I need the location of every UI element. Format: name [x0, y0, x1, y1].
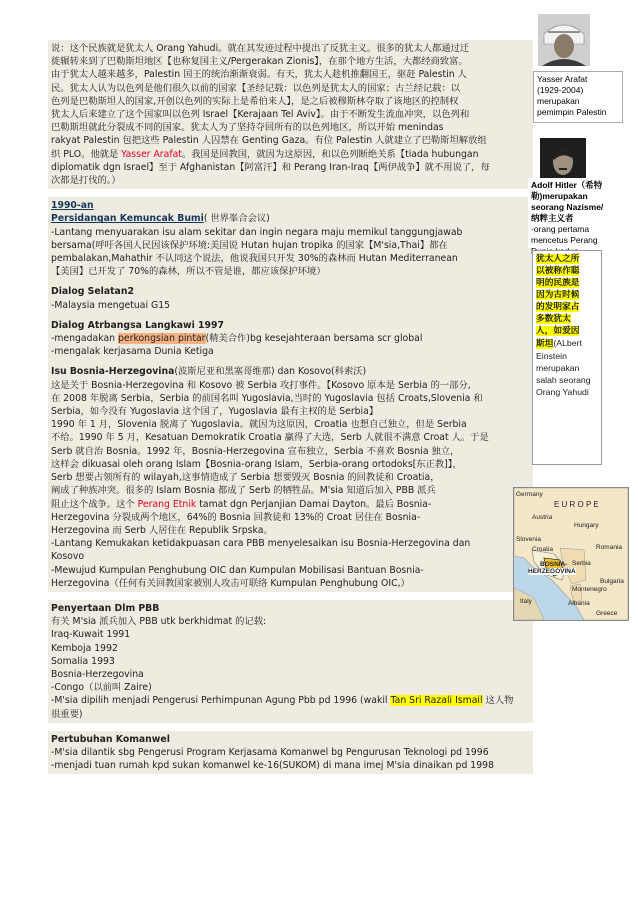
section-pbb-box	[48, 600, 533, 723]
map-label-bulgaria: Bulgaria	[600, 578, 624, 585]
portrait-icon	[538, 14, 590, 66]
intro-line: 色列是巴勒斯坦人的国家,开创以色列的实际上是希伯来人】，是之后被穆斯林夺取了该地区的控制权	[51, 95, 459, 107]
hitler-caption-box: Adolf Hitler（希特 勒)merupakan seorang Nazisme/ 纳粹主义者 -orang pertama mencetus Perang	[528, 178, 628, 248]
intro-box	[48, 40, 533, 189]
bumi-heading: Persidangan Kemuncak Bumi( 世界峯合会议)	[51, 213, 270, 225]
perkongsian-pintar-highlight: perkongsian pintar	[118, 333, 206, 345]
map-label-greece: Greece	[596, 610, 618, 617]
pbb-line: -Congo（以前叫 Zaire)	[51, 682, 152, 694]
bosnia-line: -Lantang Kemukakan ketidakpuasan cara PBB menyelesaikan isu Bosnia-Herzegovina dan	[51, 538, 471, 550]
section-1990s-box	[48, 197, 533, 592]
komanwel-line: -M'sia dilantik sbg Pengerusi Program Kerjasama Komanwel bg Pengurusan Teknologi pd 1996	[51, 746, 489, 758]
arafat-caption-box: Yasser Arafat (1929-2004) merupakan pemimpin Palestin	[533, 71, 623, 123]
bosnia-line: 1990 年 1 月，Slovenia 脱离了 Yugoslavia。就因为这原因，Croatia 也想自己独立，但是 Serbia	[51, 419, 467, 431]
perang-etnik-text: Perang Etnik	[137, 498, 197, 510]
bumi-line: 【美国】已开发了 70%的森林，所以不管是谁，都应该保护环境）	[51, 266, 326, 278]
section-title-1990s: 1990-an	[51, 200, 94, 212]
map-label-europe: E U R O P E	[554, 500, 599, 509]
map-label-croatia: Croatia	[532, 546, 553, 553]
razali-ismail-highlight: Tan Sri Razali Ismail	[390, 695, 483, 707]
langkawi-line: -mengalak kerjasama Dunia Ketiga	[51, 346, 214, 358]
pbb-line: Bosnia-Herzegovina	[51, 668, 144, 680]
pbb-line: Kemboja 1992	[51, 642, 118, 654]
pbb-line: 有关 M'sia 派兵加入 PBB utk berkhidmat 的记载:	[51, 616, 267, 628]
bosnia-heading: Isu Bosnia-Herzegovina(波斯尼亚和黑塞哥维那) dan Kosovo(科索沃)	[51, 366, 367, 378]
bumi-line: pembalakan,Mahathir 不认同这个说法，他说我国只开发 30%的森林而 Hutan Mediterranean	[51, 253, 458, 265]
section-komanwel-box	[48, 731, 533, 775]
bosnia-line: Herzegovina 而 Serb 人居住在 Republik Srpska。	[51, 524, 273, 536]
map-label-romania: Romania	[596, 544, 623, 551]
map-label-bosnia: BOSNIA-	[540, 561, 568, 568]
pbb-line: Somalia 1993	[51, 655, 115, 667]
jewish-callout-box: 犹太人之所 以被称作聪 明的民族是 因为古时候 的发明家占 多数犹太 人，如爱因 斯坦(ALbert Einstein merupakan salah seorang Orang Yahudi	[532, 250, 602, 465]
intro-line: 次都是打伐的。）	[51, 175, 121, 187]
intro-line: 犹太人后来建立了这个国家叫以色列 Israel【Kerajaan Tel Aviv】。由于不断发生流血冲突，以色列和	[51, 109, 470, 121]
bosnia-line: -Mewujud Kumpulan Penghubung OIC dan Kumpulan Mobilisasi Bantuan Bosnia-	[51, 564, 424, 576]
map-label-slovenia: Slovenia	[516, 536, 541, 543]
balkans-map	[513, 487, 629, 621]
pbb-line: Iraq-Kuwait 1991	[51, 629, 131, 641]
map-label-albania: Albania	[568, 600, 590, 607]
komanwel-heading: Pertubuhan Komanwel	[51, 733, 170, 745]
bosnia-line-etnik: 阻止这个战争。这个 Perang Etnik tamat dgn Perjanjian Damai Dayton。最后 Bosnia-	[51, 498, 432, 510]
arafat-photo	[538, 14, 590, 66]
bumi-line: -Lantang menyuarakan isu alam sekitar dan ingin negara maju memikul tanggungjawab	[51, 226, 463, 238]
langkawi-line: -mengadakan perkongsian pintar(精美合作)bg kesejahteraan bersama scr global	[51, 333, 423, 345]
intro-line-arafat: 织 PLO。他就是 Yasser Arafat。我国是回教国，就因为这原因，和以色列断绝关系【tiada hubungan	[51, 148, 479, 160]
map-label-austria: Austria	[532, 514, 553, 521]
intro-line: 由于犹太人越来越多，Palestin 国王的统治渐渐衰弱。有天，犹太人趁机推翻国王，驱赶 Palestin 人	[51, 69, 467, 81]
intro-line: diplomatik dgn Israel】至于 Afghanistan【阿富汗】和 Perang Iran-Iraq【两伊战争】就不用说了，每	[51, 161, 490, 173]
bosnia-line: 在 2008 年脱离 Serbia，Serbia 的前国名叫 Yugoslavia,当时的 Yugoslavia 包括 Croats,Slovenia 和	[51, 392, 483, 404]
map-label-italy: Italy	[520, 598, 532, 605]
selatan-heading: Dialog Selatan2	[51, 286, 134, 298]
map-label-serbia: Serbia	[572, 560, 591, 567]
bosnia-line: 这样会 dikuasai oleh orang Islam【Bosnia-orang Islam，Serbia-orang ortodoks[东正教]】，	[51, 458, 462, 470]
pbb-line-razali: -M'sia dipilih menjadi Pengerusi Perhimpunan Agung Pbb pd 1996 (wakil Tan Sri Razali Ismail 这人物	[51, 695, 514, 707]
bosnia-line: Serb 就自治 Bosnia。1992 年，Bosnia-Herzegovina 宣布独立，Serbia 不喜欢 Bosnia 独立，	[51, 445, 460, 457]
bosnia-line: Serb 想要占领所有的 wilayah,这事情造成了 Serbia 想要毁灭 Bosnia 的回教徒和 Croatia，	[51, 472, 440, 484]
yasser-arafat-text: Yasser Arafat	[121, 148, 182, 160]
intro-line: 巴勒斯坦就此分裂成不同的国家。犹太人为了坚持夺回所有的以色列地区，所以开始 menindas	[51, 122, 444, 134]
document-body	[48, 40, 533, 782]
langkawi-heading: Dialog Atrbangsa Langkawi 1997	[51, 319, 224, 331]
bosnia-line: Herzegovina 分裂成两个地区，64%的 Bosnia 回教徒和 13%的 Croat 居住在 Bosnia-	[51, 511, 421, 523]
pbb-line: 很重要)	[51, 708, 83, 720]
map-label-germany: Germany	[516, 491, 543, 498]
bosnia-line: Herzegovina（任何有关回教国家被别人攻击可联络 Kumpulan Penghubung OIC,）	[51, 577, 410, 589]
intro-line: 徙辗转来到了巴勒斯坦地区【也称复国主义/Pergerakan Zionis】，在那个地方生活，大都经商致富。	[51, 56, 468, 68]
bosnia-line: Serbia，如今没有 Yugoslavia 这个国了，Yugoslavia 最有主权的是 Serbia】	[51, 406, 379, 418]
komanwel-line: -menjadi tuan rumah kpd sukan komanwel ke-16(SUKOM) di mana imej M'sia dinaikan pd 1998	[51, 760, 494, 772]
intro-line: rakyat Palestin 包把这些 Palestin 人囚禁在 Genting Gaza。有位 Palestin 人就建立了巴勒斯坦解放组	[51, 135, 487, 147]
bosnia-line: Kosovo	[51, 551, 85, 563]
intro-line: 民。犹太人认为以色列是他们很久以前的国家【圣经记载：以色列是犹太人的国家；古兰经记载：以	[51, 82, 461, 94]
map-label-montenegro: Montenegro	[572, 586, 607, 593]
bosnia-line: 阐成了种族冲突。很多的 Islam Bosnia 都成了 Serb 的牺牲品。M'sia 知道后加入 PBB 派兵	[51, 485, 436, 497]
pbb-heading: Penyertaan Dlm PBB	[51, 602, 160, 614]
selatan-line: -Malaysia mengetuai G15	[51, 299, 171, 311]
map-label-herzegovina: HERZEGOVINA	[528, 568, 576, 575]
map-label-hungary: Hungary	[574, 522, 599, 529]
bumi-line: bersama(呼吁各国人民因该保护环境:美国说 Hutan hujan tropika 的国家【M'sia,Thai】都在	[51, 239, 448, 251]
bosnia-line: 这是关于 Bosnia-Herzegovina 和 Kosovo 被 Serbia 攻打事件。【Kosovo 原本是 Serbia 的一部分,	[51, 379, 471, 391]
bosnia-line: 不给。1990 年 5 月，Kesatuan Demokratik Croatia 赢得了大选，Serb 人就很不满意 Croat 人。于是	[51, 432, 489, 444]
intro-line: 说：这个民族就是犹太人 Orang Yahudi。就在其发迹过程中提出了反犹主义。很多的犹太人都通过迁	[51, 43, 470, 54]
